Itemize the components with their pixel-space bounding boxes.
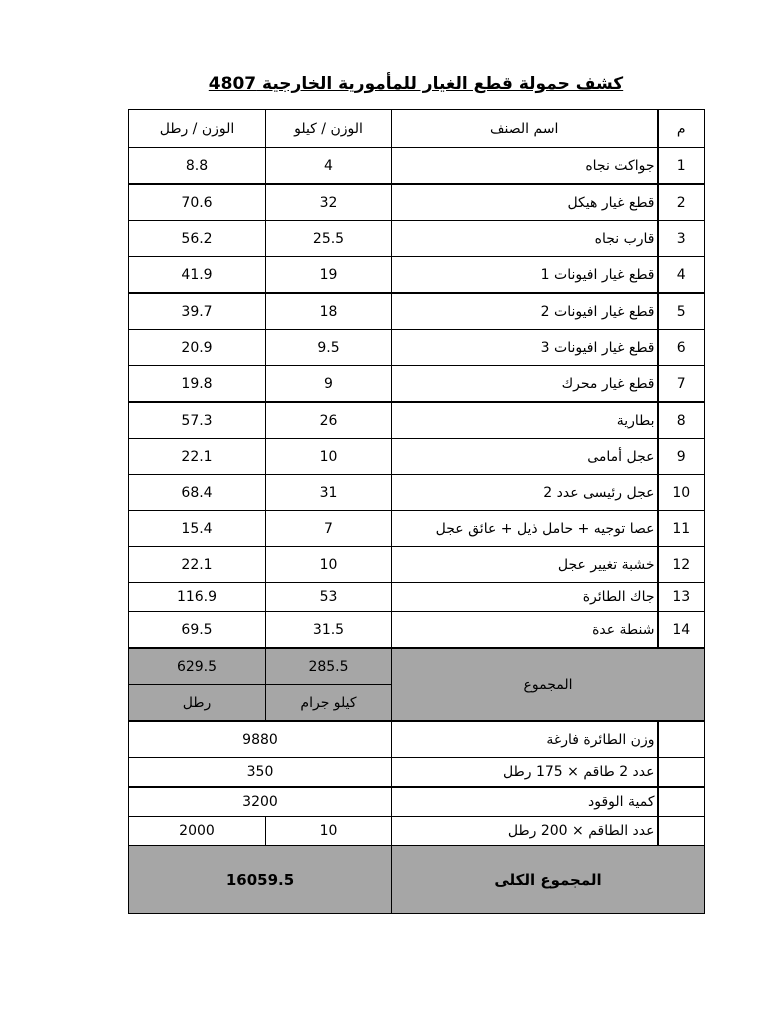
row-kg: 31 <box>266 475 392 511</box>
row-lb: 41.9 <box>129 257 266 294</box>
row-lb: 22.1 <box>129 439 266 475</box>
table-row <box>129 330 705 366</box>
extra-row <box>129 787 705 817</box>
crew-blank <box>658 817 705 846</box>
row-no: 4 <box>658 257 705 294</box>
crew-row <box>129 817 705 846</box>
total-lb-unit: رطل <box>129 685 266 722</box>
extra-label: عدد 2 طاقم × 175 رطل <box>392 758 658 788</box>
extra-label: وزن الطائرة فارغة <box>392 721 658 758</box>
row-no: 5 <box>658 293 705 330</box>
table-row <box>129 293 705 330</box>
extra-blank <box>658 787 705 817</box>
row-kg: 53 <box>266 583 392 612</box>
header-item: اسم الصنف <box>392 110 658 148</box>
row-no: 11 <box>658 511 705 547</box>
header-no: م <box>658 110 705 148</box>
total-kg: 285.5 <box>266 648 392 685</box>
extra-blank <box>658 758 705 788</box>
row-lb: 19.8 <box>129 366 266 403</box>
row-item: قطع غيار افيونات 3 <box>392 330 658 366</box>
row-lb: 8.8 <box>129 148 266 185</box>
extra-row <box>129 758 705 788</box>
table-row <box>129 148 705 185</box>
table-row <box>129 257 705 294</box>
row-kg: 18 <box>266 293 392 330</box>
row-item: قطع غيار افيونات 2 <box>392 293 658 330</box>
row-item: قارب نجاه <box>392 221 658 257</box>
header-row <box>129 110 705 148</box>
grand-total-row <box>129 846 705 914</box>
row-kg: 31.5 <box>266 612 392 649</box>
row-lb: 57.3 <box>129 402 266 439</box>
crew-label: عدد الطاقم × 200 رطل <box>392 817 658 846</box>
row-lb: 56.2 <box>129 221 266 257</box>
row-no: 8 <box>658 402 705 439</box>
row-lb: 20.9 <box>129 330 266 366</box>
row-no: 10 <box>658 475 705 511</box>
row-lb: 68.4 <box>129 475 266 511</box>
row-item: عجل أمامى <box>392 439 658 475</box>
load-manifest-table <box>128 109 705 914</box>
row-lb: 116.9 <box>129 583 266 612</box>
row-item: شنطة عدة <box>392 612 658 649</box>
extra-value: 350 <box>129 758 392 788</box>
crew-value: 2000 <box>129 817 266 846</box>
table-row <box>129 402 705 439</box>
row-no: 12 <box>658 547 705 583</box>
row-item: عصا توجيه + حامل ذيل + عائق عجل <box>392 511 658 547</box>
row-item: قطع غيار افيونات 1 <box>392 257 658 294</box>
grand-total-label: المجموع الكلى <box>392 846 705 914</box>
row-no: 1 <box>658 148 705 185</box>
table-row <box>129 439 705 475</box>
row-lb: 39.7 <box>129 293 266 330</box>
row-item: خشبة تغيير عجل <box>392 547 658 583</box>
table-row <box>129 366 705 403</box>
row-no: 7 <box>658 366 705 403</box>
row-no: 9 <box>658 439 705 475</box>
extra-value: 9880 <box>129 721 392 758</box>
extra-row <box>129 721 705 758</box>
row-item: جواكت نجاه <box>392 148 658 185</box>
table-row <box>129 184 705 221</box>
row-item: جاك الطائرة <box>392 583 658 612</box>
table-row <box>129 475 705 511</box>
extra-blank <box>658 721 705 758</box>
row-lb: 70.6 <box>129 184 266 221</box>
total-label: المجموع <box>392 648 705 721</box>
total-row <box>129 648 705 685</box>
row-kg: 9.5 <box>266 330 392 366</box>
row-lb: 69.5 <box>129 612 266 649</box>
row-no: 13 <box>658 583 705 612</box>
row-kg: 10 <box>266 547 392 583</box>
extra-value: 3200 <box>129 787 392 817</box>
row-kg: 10 <box>266 439 392 475</box>
row-kg: 32 <box>266 184 392 221</box>
row-kg: 9 <box>266 366 392 403</box>
row-lb: 22.1 <box>129 547 266 583</box>
extra-label: كمية الوقود <box>392 787 658 817</box>
row-lb: 15.4 <box>129 511 266 547</box>
row-kg: 19 <box>266 257 392 294</box>
row-kg: 26 <box>266 402 392 439</box>
table-row <box>129 547 705 583</box>
row-no: 6 <box>658 330 705 366</box>
row-item: قطع غيار هيكل <box>392 184 658 221</box>
row-kg: 25.5 <box>266 221 392 257</box>
table-row <box>129 583 705 612</box>
total-lb: 629.5 <box>129 648 266 685</box>
document-title: كشف حمولة قطع الغيار للمأمورية الخارجية 4807 <box>208 74 624 94</box>
table-row <box>129 221 705 257</box>
row-no: 2 <box>658 184 705 221</box>
total-kg-unit: كيلو جرام <box>266 685 392 722</box>
table-row <box>129 612 705 649</box>
grand-total-value: 16059.5 <box>129 846 392 914</box>
row-no: 14 <box>658 612 705 649</box>
row-item: قطع غيار محرك <box>392 366 658 403</box>
row-no: 3 <box>658 221 705 257</box>
crew-count: 10 <box>266 817 392 846</box>
row-item: عجل رئيسى عدد 2 <box>392 475 658 511</box>
row-item: بطارية <box>392 402 658 439</box>
row-kg: 4 <box>266 148 392 185</box>
table-row <box>129 511 705 547</box>
header-lb: الوزن / رطل <box>129 110 266 148</box>
header-kg: الوزن / كيلو <box>266 110 392 148</box>
row-kg: 7 <box>266 511 392 547</box>
